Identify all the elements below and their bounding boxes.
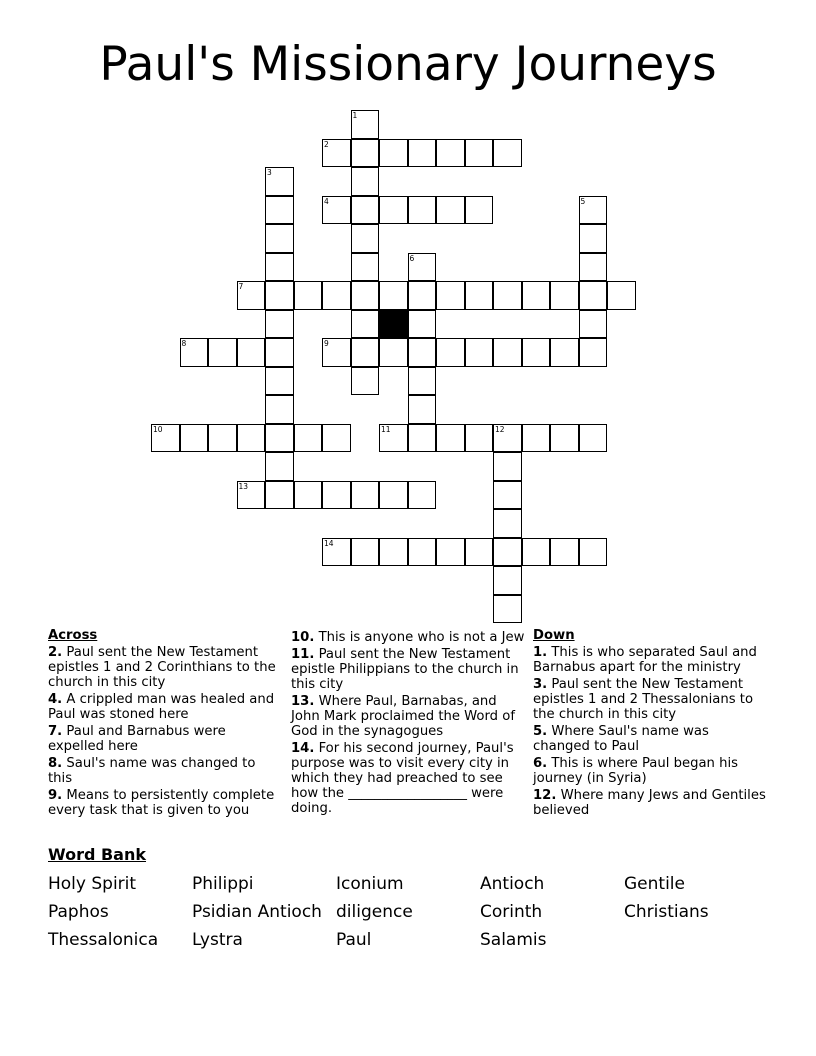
grid-cell[interactable] xyxy=(436,196,465,225)
clue-number: 2 xyxy=(324,139,329,149)
down-clues xyxy=(533,628,768,820)
grid-cell[interactable] xyxy=(522,338,551,367)
word-bank-item: Iconium xyxy=(336,874,404,894)
clue-number-label: 12. xyxy=(533,788,557,803)
grid-cell[interactable] xyxy=(408,424,437,453)
grid-cell[interactable] xyxy=(408,367,437,396)
grid-cell[interactable] xyxy=(493,452,522,481)
down-heading: Down xyxy=(533,628,575,643)
grid-cell[interactable] xyxy=(265,481,294,510)
clue-number-label: 4. xyxy=(48,692,63,707)
grid-cell[interactable] xyxy=(351,167,380,196)
grid-cell[interactable] xyxy=(351,253,380,282)
grid-cell[interactable] xyxy=(550,338,579,367)
across-clue xyxy=(291,741,527,816)
across-clue xyxy=(48,788,283,818)
grid-cell[interactable] xyxy=(379,196,408,225)
word-bank-item: Gentile xyxy=(624,874,685,894)
grid-cell[interactable] xyxy=(379,538,408,567)
clue-text: Paul sent the New Testament epistle Philippians to the church in this city xyxy=(291,647,519,692)
across-clue xyxy=(48,645,283,690)
page-title: Paul's Missionary Journeys xyxy=(99,37,717,92)
across-heading: Across xyxy=(48,628,98,643)
clue-number-label: 7. xyxy=(48,724,63,739)
clue-text: Paul sent the New Testament epistles 1 and 2 Corinthians to the church in this city xyxy=(48,645,276,690)
grid-cell[interactable] xyxy=(265,367,294,396)
clue-number-label: 14. xyxy=(291,741,315,756)
grid-cell[interactable] xyxy=(493,338,522,367)
grid-cell[interactable] xyxy=(294,481,323,510)
grid-cell[interactable] xyxy=(379,139,408,168)
grid-cell[interactable] xyxy=(408,139,437,168)
grid-cell[interactable] xyxy=(579,253,608,282)
grid-cell[interactable] xyxy=(579,424,608,453)
grid-cell[interactable] xyxy=(265,196,294,225)
clue-number: 11 xyxy=(381,424,391,434)
grid-cell[interactable] xyxy=(493,281,522,310)
clue-number-label: 5. xyxy=(533,724,548,739)
clue-number-label: 9. xyxy=(48,788,63,803)
grid-cell[interactable] xyxy=(465,139,494,168)
grid-cell[interactable] xyxy=(408,310,437,339)
grid-cell[interactable] xyxy=(493,566,522,595)
grid-cell[interactable] xyxy=(408,481,437,510)
grid-cell[interactable] xyxy=(579,310,608,339)
grid-cell[interactable] xyxy=(550,281,579,310)
clue-number-label: 10. xyxy=(291,630,315,645)
grid-cell[interactable] xyxy=(237,424,266,453)
across-clue xyxy=(291,630,527,645)
grid-cell[interactable] xyxy=(351,538,380,567)
grid-cell[interactable] xyxy=(237,338,266,367)
clue-number-label: 8. xyxy=(48,756,63,771)
word-bank-item: Paphos xyxy=(48,902,109,922)
grid-cell[interactable] xyxy=(265,281,294,310)
clue-number: 4 xyxy=(324,196,329,206)
grid-cell[interactable] xyxy=(379,281,408,310)
clue-number-label: 11. xyxy=(291,647,315,662)
clue-text: This is anyone who is not a Jew xyxy=(314,630,525,645)
grid-cell[interactable] xyxy=(493,481,522,510)
clue-text: Where Saul's name was changed to Paul xyxy=(533,724,709,754)
grid-cell[interactable] xyxy=(408,538,437,567)
grid-cell[interactable] xyxy=(436,338,465,367)
clue-text: This is where Paul began his journey (in Syria) xyxy=(533,756,738,786)
clue-number-label: 6. xyxy=(533,756,548,771)
grid-cell[interactable] xyxy=(579,538,608,567)
grid-cell[interactable] xyxy=(550,538,579,567)
word-bank-item: Thessalonica xyxy=(48,930,159,950)
clue-number-label: 3. xyxy=(533,677,548,692)
grid-cell[interactable] xyxy=(351,338,380,367)
grid-cell[interactable] xyxy=(265,253,294,282)
clue-text: This is who separated Saul and Barnabus apart for the ministry xyxy=(533,645,757,675)
down-clue xyxy=(533,645,768,675)
grid-cell[interactable] xyxy=(465,538,494,567)
grid-cell[interactable] xyxy=(408,338,437,367)
grid-cell[interactable] xyxy=(436,538,465,567)
grid-cell[interactable] xyxy=(408,281,437,310)
grid-cell[interactable] xyxy=(522,424,551,453)
grid-cell[interactable] xyxy=(379,481,408,510)
grid-cell[interactable] xyxy=(465,281,494,310)
grid-cell[interactable] xyxy=(522,538,551,567)
grid-cell[interactable] xyxy=(579,281,608,310)
grid-cell[interactable] xyxy=(294,424,323,453)
grid-cell[interactable] xyxy=(579,224,608,253)
word-bank-heading: Word Bank xyxy=(48,845,147,864)
grid-cell[interactable] xyxy=(351,139,380,168)
grid-cell[interactable] xyxy=(522,281,551,310)
grid-cell[interactable] xyxy=(351,310,380,339)
clue-number: 1 xyxy=(352,111,358,120)
down-clue xyxy=(533,724,768,754)
grid-cell[interactable] xyxy=(265,395,294,424)
word-bank-item: Corinth xyxy=(480,902,543,922)
clue-text: Paul and Barnabus were expelled here xyxy=(48,724,226,754)
grid-cell[interactable] xyxy=(180,424,209,453)
clue-number-label: 2. xyxy=(48,645,63,660)
grid-cell[interactable] xyxy=(465,424,494,453)
clue-text: A crippled man was healed and Paul was stoned here xyxy=(48,692,275,722)
grid-cell[interactable] xyxy=(322,481,351,510)
grid-cell[interactable] xyxy=(493,595,522,624)
clue-number-label: 1. xyxy=(533,645,548,660)
grid-cell[interactable] xyxy=(465,338,494,367)
word-bank-item: Antioch xyxy=(480,874,545,894)
clue-number: 3 xyxy=(267,168,272,177)
grid-cell[interactable] xyxy=(265,310,294,339)
clue-text: Saul's name was changed to this xyxy=(48,756,256,786)
word-bank-item: diligence xyxy=(336,902,413,922)
across-clue xyxy=(291,694,527,739)
grid-cell[interactable] xyxy=(322,424,351,453)
grid-cell[interactable] xyxy=(493,538,522,567)
grid-cell[interactable] xyxy=(408,395,437,424)
grid-cell[interactable] xyxy=(265,224,294,253)
clue-text: Paul sent the New Testament epistles 1 and 2 Thessalonians to the church in this city xyxy=(533,677,754,722)
word-bank-item: Philippi xyxy=(192,874,254,894)
word-bank-item: Holy Spirit xyxy=(48,874,137,894)
grid-cell[interactable] xyxy=(408,196,437,225)
clue-text: Means to persistently complete every task that is given to you xyxy=(48,788,275,818)
clue-text: Where many Jews and Gentiles believed xyxy=(533,788,766,818)
blocked-cell xyxy=(379,310,408,339)
grid-cell[interactable] xyxy=(436,281,465,310)
grid-cell[interactable] xyxy=(493,139,522,168)
across-clue xyxy=(48,756,283,786)
grid-cell[interactable] xyxy=(265,338,294,367)
clue-number: 13 xyxy=(238,481,249,491)
grid-cell[interactable] xyxy=(493,509,522,538)
grid-cell[interactable] xyxy=(351,224,380,253)
clue-number: 14 xyxy=(324,538,334,548)
grid-cell[interactable] xyxy=(351,481,380,510)
clue-number: 10 xyxy=(153,424,163,434)
clue-text: For his second journey, Paul's purpose was to visit every city in which they had preached to see how the __________________ were doing. xyxy=(291,741,514,816)
grid-cell[interactable] xyxy=(351,367,380,396)
grid-cell[interactable] xyxy=(351,196,380,225)
word-bank-item: Salamis xyxy=(480,930,547,950)
clue-number-label: 13. xyxy=(291,694,315,709)
grid-cell[interactable] xyxy=(550,424,579,453)
grid-cell[interactable] xyxy=(607,281,636,310)
across-clue xyxy=(48,692,283,722)
grid-cell[interactable] xyxy=(265,452,294,481)
down-clue xyxy=(533,677,768,722)
grid-cell[interactable] xyxy=(436,424,465,453)
grid-cell[interactable] xyxy=(265,424,294,453)
clue-text: Where Paul, Barnabas, and John Mark proclaimed the Word of God in the synagogues xyxy=(291,694,515,739)
clue-number: 5 xyxy=(580,196,586,206)
down-clue xyxy=(533,788,768,818)
grid-cell[interactable] xyxy=(351,281,380,310)
grid-cell[interactable] xyxy=(465,196,494,225)
grid-cell[interactable] xyxy=(579,338,608,367)
across-clues-continued xyxy=(291,630,527,818)
grid-cell[interactable] xyxy=(208,338,237,367)
clue-number: 9 xyxy=(324,339,329,348)
grid-cell[interactable] xyxy=(294,281,323,310)
grid-cell[interactable] xyxy=(208,424,237,453)
grid-cell[interactable] xyxy=(436,139,465,168)
word-bank-item: Paul xyxy=(336,930,372,950)
across-clue xyxy=(291,647,527,692)
clue-number: 12 xyxy=(495,424,505,434)
word-bank-item: Psidian Antioch xyxy=(192,902,322,922)
grid-cell[interactable] xyxy=(379,338,408,367)
word-bank-item: Lystra xyxy=(192,930,243,950)
grid-cell[interactable] xyxy=(322,281,351,310)
down-clue xyxy=(533,756,768,786)
clue-number: 8 xyxy=(181,339,187,348)
word-bank-item: Christians xyxy=(624,902,709,922)
clue-number: 6 xyxy=(409,253,415,263)
across-clue xyxy=(48,724,283,754)
clue-number: 7 xyxy=(238,282,244,291)
across-clues xyxy=(48,628,283,820)
